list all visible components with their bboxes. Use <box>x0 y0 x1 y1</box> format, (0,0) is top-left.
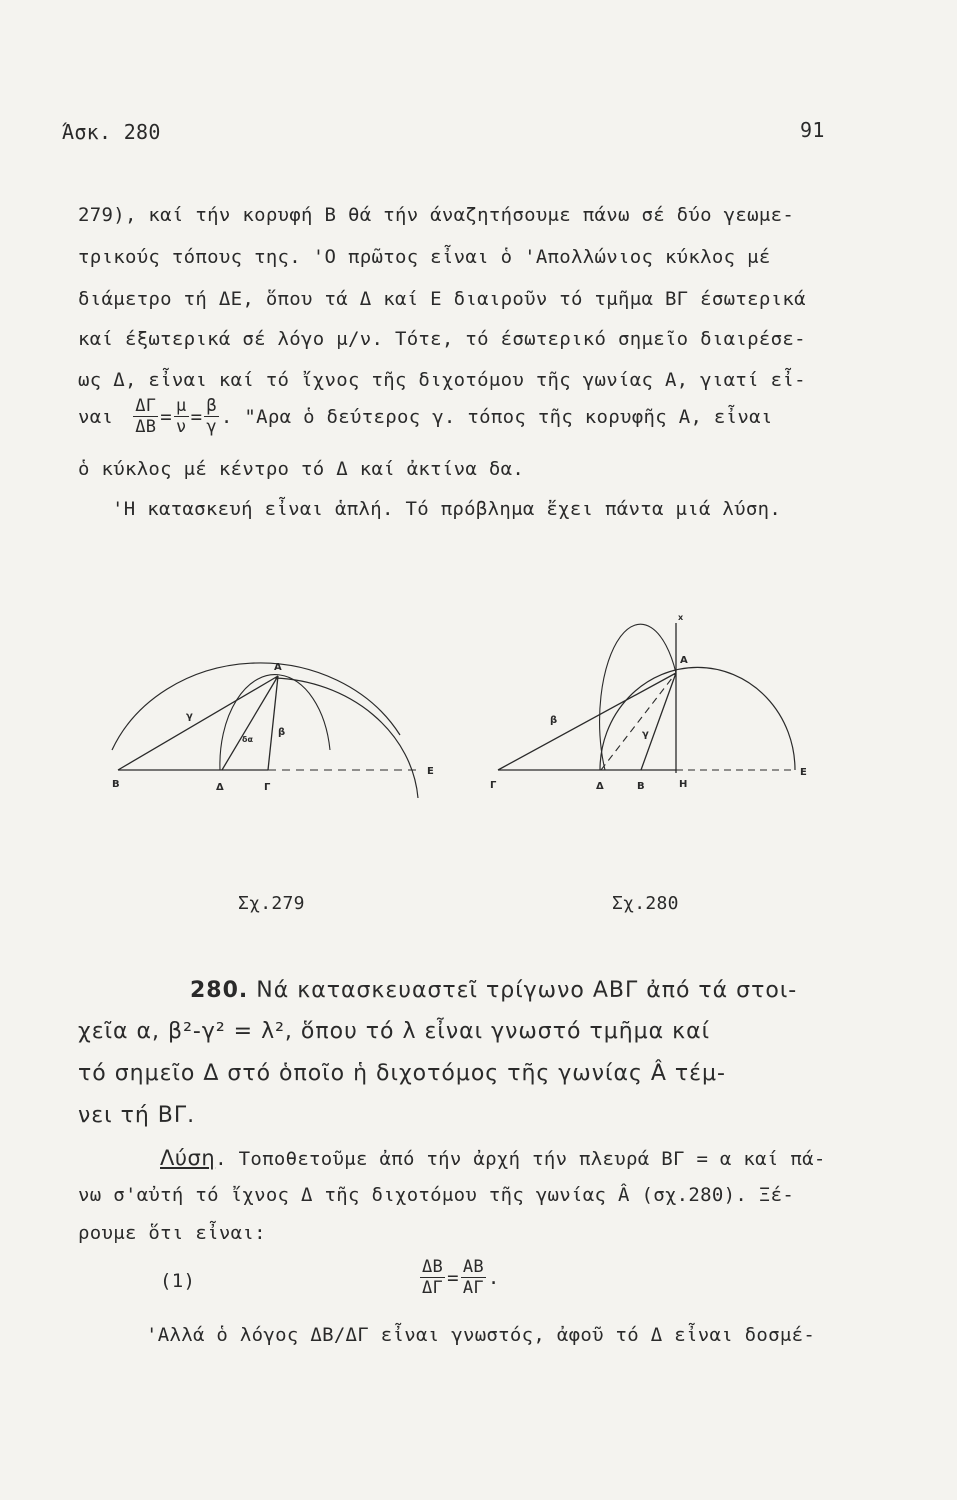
caption-279: Σχ.279 <box>238 893 305 914</box>
equation-period: . <box>487 1266 500 1289</box>
arc-large <box>112 663 400 750</box>
label-D: Δ <box>216 782 224 793</box>
label-x: x <box>678 613 684 622</box>
ratio-suffix: . "Αρα ὁ δεύτερος γ. τόπος τῆς κορυφῆς Α, εἶναι <box>220 405 773 428</box>
text-line-5: ως Δ, εἶναι καί τό ἴχνος τῆς διχοτόμου τῆς γωνίας Α, γιατί εἶ- <box>78 369 806 391</box>
frac-den: γ <box>206 417 217 437</box>
label-gamma: γ <box>642 729 649 740</box>
running-header: Άσκ. 280 <box>62 120 161 144</box>
solution-line-1 <box>160 1146 826 1170</box>
frac-num: ΔΓ <box>135 396 157 416</box>
text-line-2: τρικούς τόπους της. 'Ο πρῶτος εἶναι ὁ 'Απολλώνιος κύκλος μέ <box>78 246 771 268</box>
small-arc <box>600 624 676 770</box>
side-ba <box>118 676 278 770</box>
equals-sign: = <box>447 1266 459 1289</box>
equation-1 <box>418 1257 500 1298</box>
label-A: Α <box>274 662 282 673</box>
frac-num: ΑΒ <box>462 1257 484 1277</box>
label-G: Γ <box>264 782 271 793</box>
label-G: Γ <box>490 780 497 791</box>
figure-279 <box>100 640 450 820</box>
label-D: Δ <box>596 781 604 792</box>
frac-num: ΔΒ <box>422 1257 444 1277</box>
equation-label: (1) <box>160 1270 196 1292</box>
label-H: Η <box>679 779 688 790</box>
problem-statement-line-1 <box>190 978 797 1003</box>
text-line-8: 'Η κατασκευή εἶναι ἁπλή. Τό πρόβλημα ἔχει πάντα μιά λύση. <box>112 498 782 520</box>
side-ba <box>641 673 676 770</box>
solution-line-2: νω σ'αὐτή τό ἴχνος Δ τῆς διχοτόμου τῆς γωνίας Â (σχ.280). Ξέ- <box>78 1184 795 1206</box>
solution-heading: Λύση <box>160 1146 216 1170</box>
frac-den: ΔΒ <box>135 417 157 437</box>
fraction-db-dg <box>420 1257 445 1298</box>
label-beta: β <box>278 727 286 738</box>
problem-number: 280. <box>190 978 249 1003</box>
fraction-dg-db <box>133 396 158 437</box>
label-E: Ε <box>427 766 434 777</box>
fraction-mu-nu <box>174 396 189 437</box>
solution-last-line: 'Αλλά ὁ λόγος ΔΒ/ΔΓ εἶναι γνωστός, ἀφοῦ τό Δ εἶναι δοσμέ- <box>146 1324 816 1346</box>
label-E: Ε <box>800 767 807 778</box>
caption-280: Σχ.280 <box>612 893 679 914</box>
bisector-circle <box>220 675 330 770</box>
label-B: Β <box>112 779 120 790</box>
problem-statement-line-4: νει τή ΒΓ. <box>78 1103 196 1128</box>
text-line-3: διάμετρο τή ΔΕ, ὅπου τά Δ καί Ε διαιροῦν τό τμῆμα ΒΓ έσωτερικά <box>78 288 806 310</box>
label-beta: β <box>550 715 558 726</box>
problem-text: Νά κατασκευαστεῖ τρίγωνο ΑΒΓ ἀπό τά στοι- <box>256 978 798 1003</box>
frac-den: ΔΓ <box>422 1278 444 1298</box>
label-gamma: γ <box>186 711 193 722</box>
frac-den: ΑΓ <box>462 1278 484 1298</box>
label-B: Β <box>637 781 645 792</box>
frac-num: β <box>206 396 217 416</box>
text-line-1: 279), καί τήν κορυφή Β θά τήν άναζητήσουμε πάνω σέ δύο γεωμε- <box>78 204 795 226</box>
figure-280 <box>480 605 820 820</box>
equals-sign: = <box>190 405 203 428</box>
page-number: 91 <box>800 118 825 142</box>
problem-statement-line-2: χεῖα α, β²-γ² = λ², ὅπου τό λ εἶναι γνωστό τμῆμα καί <box>78 1019 711 1044</box>
solution-line-3: ρουμε ὅτι εἶναι: <box>78 1222 266 1244</box>
text-line-4: καί έξωτερικά σέ λόγο μ/ν. Τότε, τό έσωτερικό σημεῖο διαιρέσε- <box>78 328 806 350</box>
side-ga <box>498 673 676 770</box>
fraction-beta-gamma <box>204 396 219 437</box>
ratio-line <box>78 396 773 437</box>
label-A: Α <box>680 655 688 666</box>
text-line-7: ὁ κύκλος μέ κέντρο τό Δ καί ἀκτίνα δα. <box>78 458 525 480</box>
fraction-ab-ag <box>461 1257 486 1298</box>
apollonius-arc <box>275 678 418 798</box>
frac-den: ν <box>176 417 187 437</box>
equals-sign: = <box>160 405 173 428</box>
semicircle <box>600 667 795 770</box>
problem-statement-line-3: τό σημεῖο Δ στό ὁποῖο ἡ διχοτόμος τῆς γωνίας Â τέμ- <box>78 1061 726 1086</box>
frac-num: μ <box>176 396 187 416</box>
solution-text: . Τοποθετοῦμε ἀπό τήν ἀρχή τήν πλευρά ΒΓ = α καί πά- <box>215 1148 826 1170</box>
label-delta: δα <box>242 735 253 744</box>
ratio-prefix: ναι <box>78 405 114 428</box>
